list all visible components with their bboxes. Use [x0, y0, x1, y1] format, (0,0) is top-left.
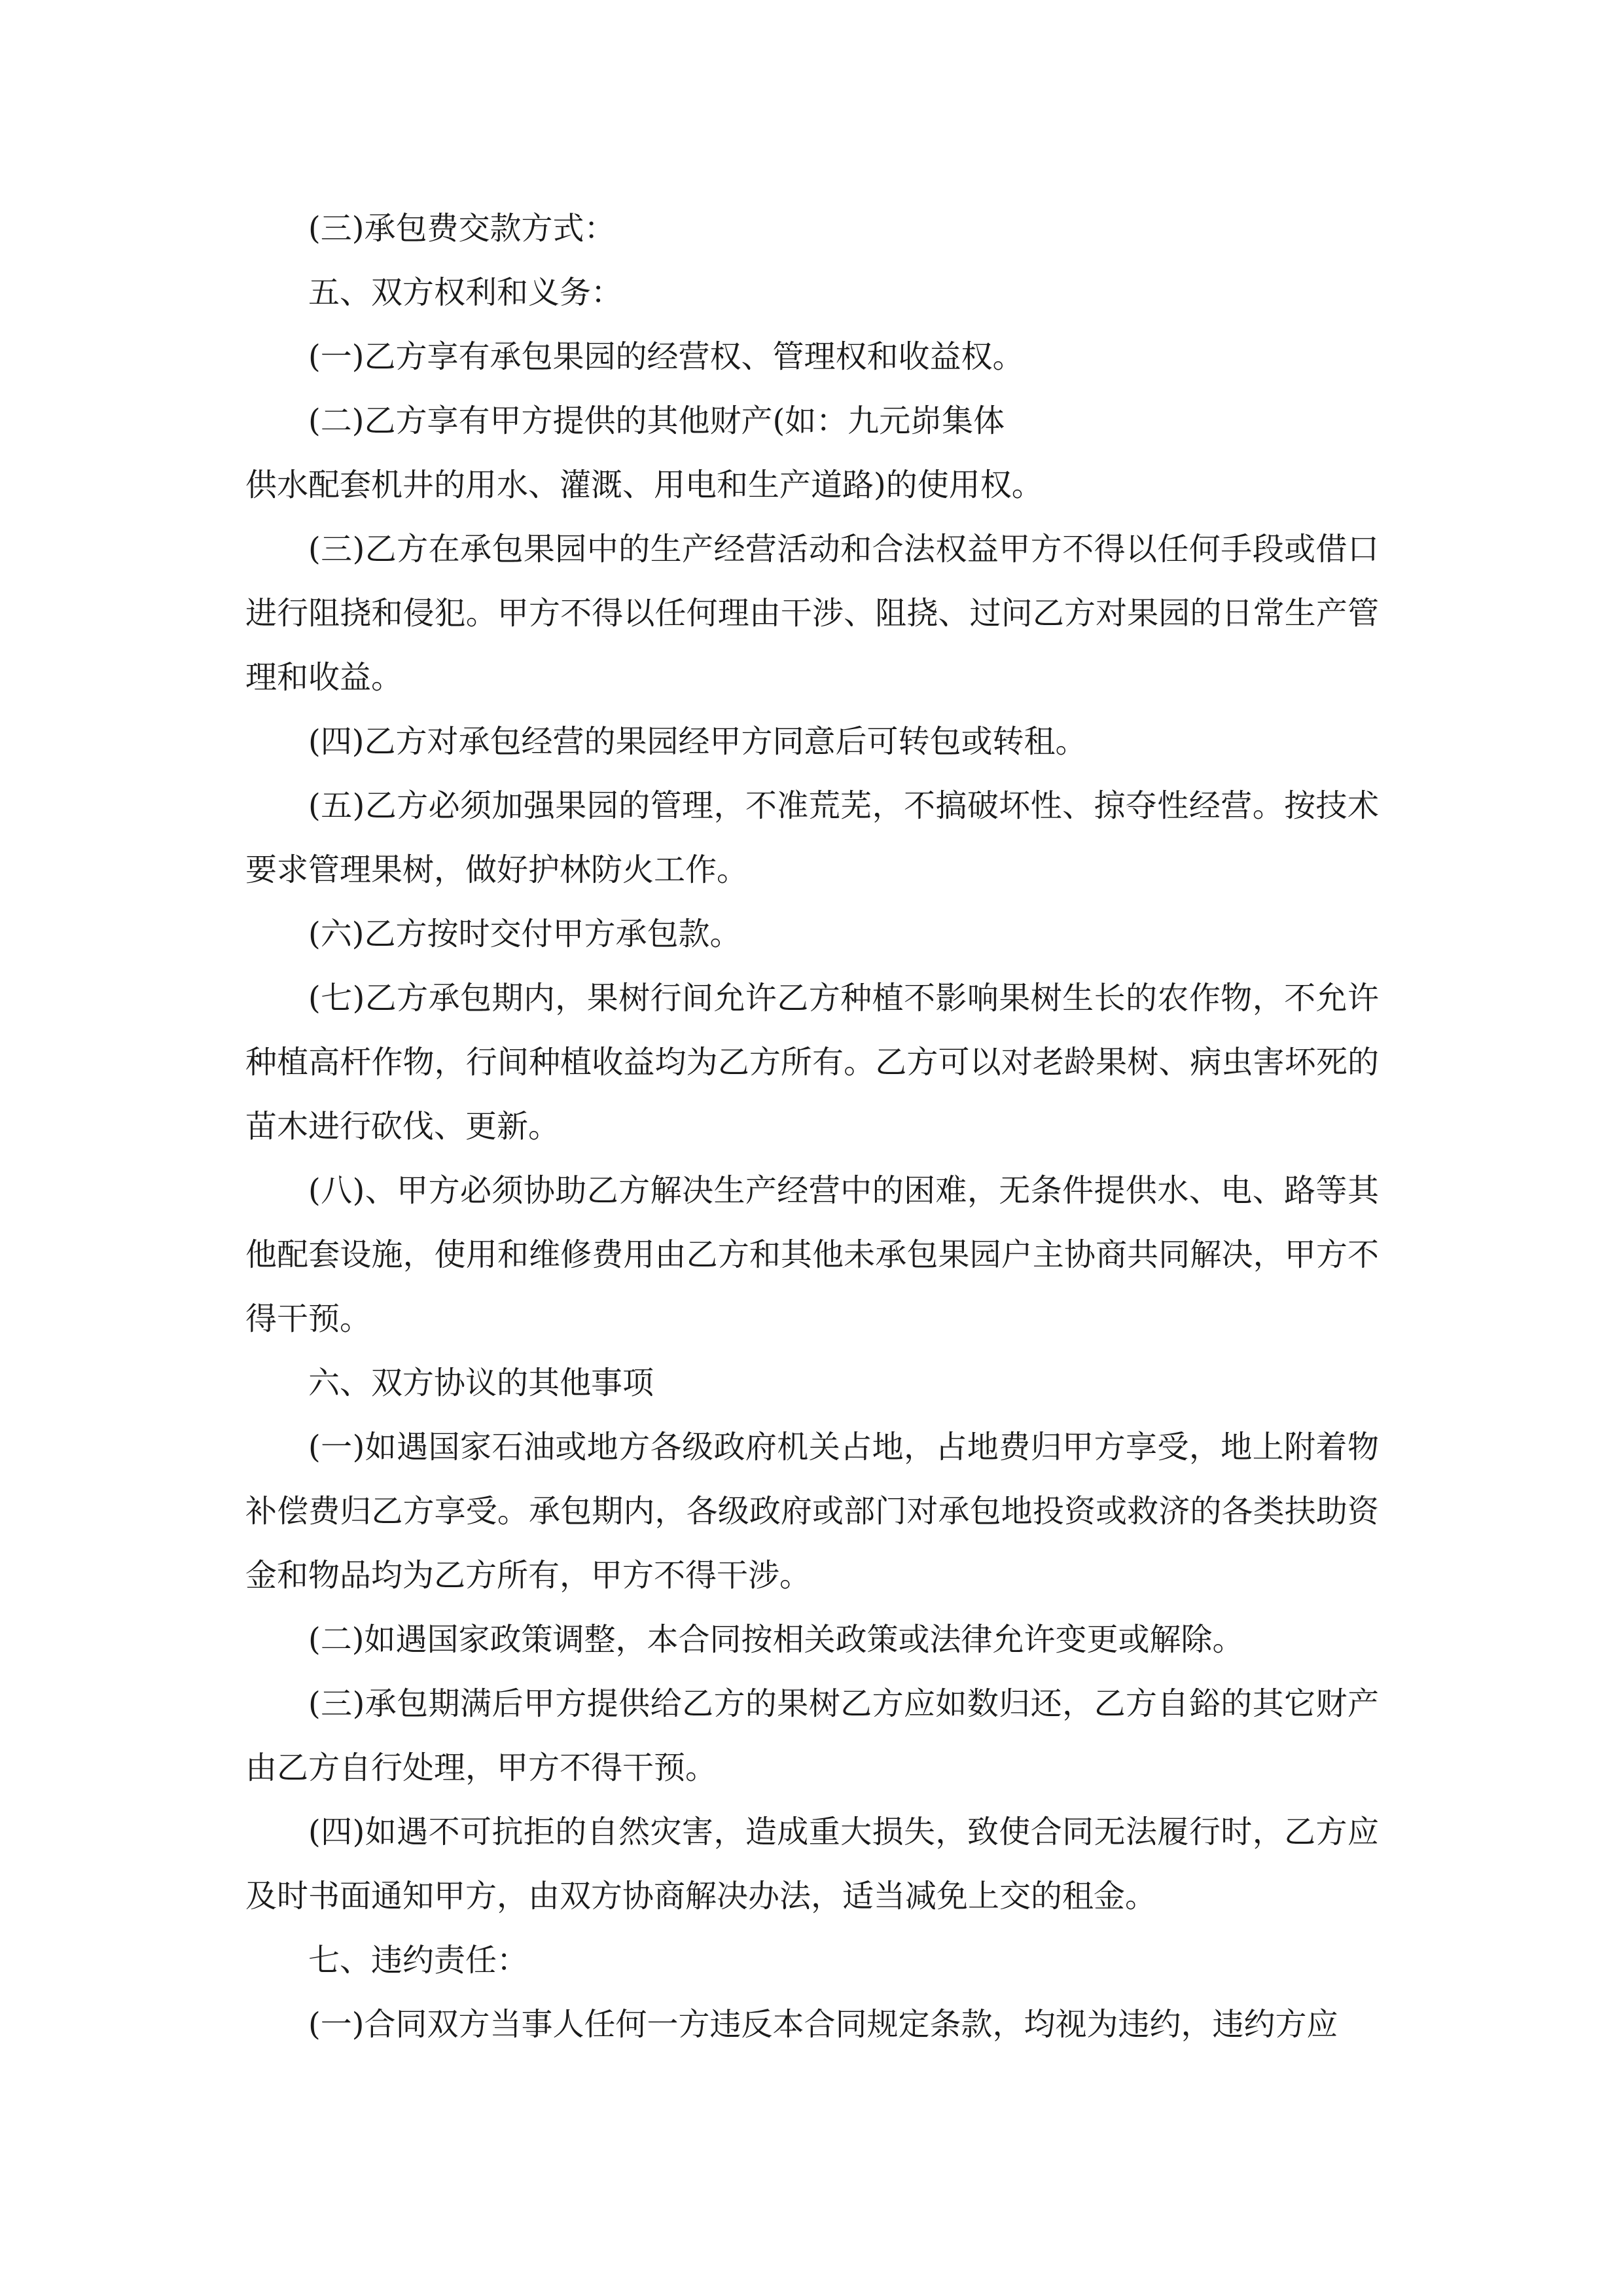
section-heading: 七、违约责任： — [308, 1942, 529, 1979]
document-body — [245, 196, 1379, 2056]
paragraph: (二)乙方享有甲方提供的其他财产(如：九元峁集体 — [308, 403, 1005, 439]
paragraph: (五)乙方必须加强果园的管理，不准荒芜，不搞破坏性、掠夺性经营。按技术要求管理果树，做好护林防火工作。 — [245, 787, 1379, 888]
paragraph: (六)乙方按时交付甲方承包款。 — [308, 916, 741, 952]
paragraph-continuation: 供水配套机井的用水、灌溉、用电和生产道路)的使用权。 — [245, 467, 1043, 503]
paragraph: (八)、甲方必须协助乙方解决生产经营中的困难，无条件提供水、电、路等其他配套设施，使用和维修费用由乙方和其他未承包果园户主协商共同解决，甲方不得干预。 — [245, 1172, 1379, 1337]
paragraph: (三)承包费交款方式： — [308, 210, 616, 247]
paragraph: (一)如遇国家石油或地方各级政府机关占地，占地费归甲方享受，地上附着物补偿费归乙方享受。承包期内，各级政府或部门对承包地投资或救济的各类扶助资金和物品均为乙方所有，甲方不得干涉。 — [245, 1429, 1379, 1594]
paragraph: (三)乙方在承包果园中的生产经营活动和合法权益甲方不得以任何手段或借口进行阻挠和侵犯。甲方不得以任何理由干涉、阻挠、过问乙方对果园的日常生产管理和收益。 — [245, 531, 1379, 696]
paragraph: (三)承包期满后甲方提供给乙方的果树乙方应如数归还，乙方自鋊的其它财产由乙方自行处理，甲方不得干预。 — [245, 1685, 1379, 1786]
paragraph: (一)乙方享有承包果园的经营权、管理权和收益权。 — [308, 338, 1024, 375]
paragraph: (四)如遇不可抗拒的自然灾害，造成重大损失，致使合同无法履行时，乙方应及时书面通知甲方，由双方协商解决办法，适当减免上交的租金。 — [245, 1814, 1379, 1914]
paragraph: (七)乙方承包期内，果树行间允许乙方种植不影响果树生长的农作物，不允许种植高杆作物，行间种植收益均为乙方所有。乙方可以对老龄果树、病虫害坏死的苗木进行砍伐、更新。 — [245, 980, 1379, 1145]
section-heading: 五、双方权利和义务： — [308, 274, 623, 311]
section-heading: 六、双方协议的其他事项 — [308, 1365, 654, 1401]
paragraph: (二)如遇国家政策调整，本合同按相关政策或法律允许变更或解除。 — [308, 1621, 1244, 1658]
paragraph: (四)乙方对承包经营的果园经甲方同意后可转包或转租。 — [308, 723, 1087, 760]
paragraph: (一)合同双方当事人任何一方违反本合同规定条款，均视为违约，违约方应 — [308, 2006, 1338, 2043]
